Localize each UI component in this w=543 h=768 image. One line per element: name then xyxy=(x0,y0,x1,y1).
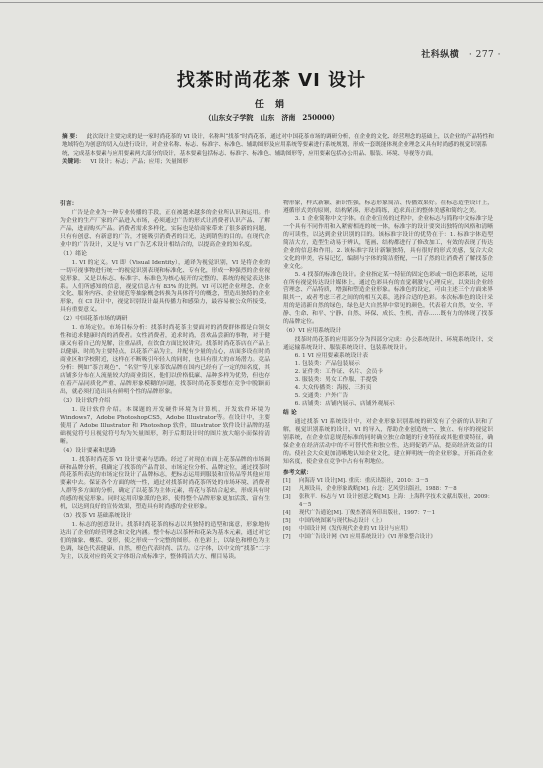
conclusion-heading: 结 论 xyxy=(283,409,297,416)
keywords-line xyxy=(62,158,494,166)
top-rule xyxy=(0,2,543,3)
list-item: 5. 交通类：户外广告 xyxy=(294,392,349,399)
list-item: 6. 店铺类：店铺内展示、店铺外观展示 xyxy=(294,400,395,407)
intro-paragraph: 广告是企业为一种专业传播的手段，正在被越来越多的企业所认识和运用。作为企业的生产厂家的产品进入市场，必须通过广告的形式让消费者认识产品、了解产品，进而购买产品。消费者需求多样化，实际也是给商家带来了很多新的问题，只有有创意、有新意的广告，才能吸引消费者的目光，达到销售的目的。在现代企业中的广告设计，又是与 VI 广告艺术设计相结合的，以提高企业的知名度。 xyxy=(60,209,270,248)
list-item: 3. 服装类：男女工作服、手提袋 xyxy=(294,376,378,383)
body-paragraph: 1. VI 的定义。VI 即（Visual Identity），通译为视觉识别，VI 是将企业的一切可视事物进行统一的视觉识别表现和标准化、专有化，形成一种强烈的企业视觉形象，又是以标志、标准字、标准色为核心展开的完整的、系统的视觉表达体系。人们所感知的信息，视觉信息占有 83% 的比例。VI 可以把企业理念、企业文化、服务内容、企业规范等抽象概念转换为具体符号的概念，塑造出独特的企业形象，在 CI 设计中，视觉识别设计最具传播力和感染力，最容易被公众所接受，具有重要意义。 xyxy=(60,259,270,314)
intro-heading: 引言： xyxy=(60,201,78,207)
list-item: 2. 证件类：工作证、名片、会员卡 xyxy=(294,369,384,376)
body-paragraph: 3. 1 企业简称中文字体。在企业宣传的过程中，企业标志与简称中文标准字是一个具有不同作用和入紧密相连的统一体，标准字的设计要突出独特的风格和清晰的可读性，以达到企业识别的目的。该标准字设计的优势在于：1. 标准字体造型简洁大方，造型生动易于辨认，笔画、结构都进行了修改加工，有效的表现了传达企业的信息和作用。2. 该标准字设计新颖独特，具有很好的形式美感，复合大众文化的审美，容易记忆，编制与字体的简洁搭配，一目了然的让消费者了解找茶企业文化。 xyxy=(283,215,493,270)
section-heading: （1）绪论 xyxy=(60,250,87,257)
abstract-block xyxy=(62,133,494,166)
body-paragraph: 5. 4 找茶的标准色设计。企业指定某一特征的固定色彩或一组色彩系统，运用在所有视觉传达设计媒体上，通过色彩具有的直觉刺激与心理反应，以突出企业经营理念、产品特质，增强和塑造企业形象。标准色的设定，可由主述三个方面来界限其一，或者考虑三者之间的的相互关系，选择合适的色彩。本次标准色的设计采用的是清新自然的绿色，绿色是大自然界中常见的颜色，代表着大自然，安全、平静、生命、和平、宁静、自然、环保、成长、生机、青春……既有力的体现了找茶的品牌定位。 xyxy=(283,271,493,326)
body-paragraph: 1. 找茶时尚花茶 VI 设计要素与思路。经过了对现在市面上花茶品牌的市场调研和品牌分析，我确定了找茶的产品背景、市场定位分析、品牌定位，通过找茶时尚花茶所表达的市场定位设计了品牌标志，把标志运用到服装和宣传品等其他应用要素中去。保证各个方面的统一性，通过对找茶时尚花茶所处的市场环境、消费者人群等多方面的分析，确定了以花茶为主体元素，将花与茶结合起来，形成具有时尚感的视觉形象。同时运用印象派的色彩，使得整个品牌形象更加活泼、富有生机，以达到良好的宣传效果，塑造具有时尚感的企业形象。 xyxy=(60,456,270,511)
page-header xyxy=(421,47,507,60)
abstract-label: 摘 要： xyxy=(62,134,81,140)
reference-item: [4] 现代广告通论[M]. 丁俊杰著商务印出版社，1997：7－1 xyxy=(283,510,436,517)
body-paragraph: 找茶时尚花茶的应用部分分为四部分完成：办公系统设计、环境系统设计、交通运输系统设计、服装系统设计、包装系统设计。 xyxy=(283,337,493,352)
section-heading: （2）中国花茶市场的调研 xyxy=(60,316,128,323)
abstract-text: 此次设计主要完成的是一家时尚花茶的 VI 设计，名称叫“找茶”时尚花茶，通过对中国花茶市场的调研分析，在企业的文化、经营理念的基础上，以企业的产品特性和地域特色为创意的切入点进行设计，对企业名称、标志、标准字、标准色、辅助图形及应用系统等要素进行系统规划，形成一套既能体现企业理念又具有时尚感的视觉识别系统，完成基本要素与应用要素两大部分的设计，基本要素包括标志、标准字、标准色、辅助图形等，应用要素包括办公用品、服装、环境、导视等方面。 xyxy=(62,134,494,157)
right-column xyxy=(283,200,493,745)
section-name: 社科纵横 xyxy=(421,50,460,60)
abstract-paragraph xyxy=(62,133,494,158)
reference-item: [6] 中国设计网《发传现代企业的 VI 设计与应用》 xyxy=(283,526,411,533)
reference-item: [7] 中国广告设计网《VI 应用系统设计》《VI 形象整合设计》 xyxy=(283,534,436,541)
references-heading: 参考文献： xyxy=(283,470,312,477)
page-number: · 277 · xyxy=(468,50,501,60)
section-heading: （5）找茶 VI 基础系统设计 xyxy=(60,513,132,520)
list-title: 6. 1 VI 应用要素系统设计表 xyxy=(294,353,368,360)
body-paragraph: 1. 市场定位。市场目标分析：找茶时尚花茶主要面对的消费群体都是白领女性和追求健康时尚的消费者。女性消费者，追求时尚，喜欢品尝新的事物，对于健康又有着自己的见解，注重品质，在饮食方面比较讲究。找茶时尚花茶店在产品上以健康、时尚为主要特点，以花茶产品为主，并配有少量的点心，店面多设在时尚商业区和学校附近，这样在不断吸引年轻人的同时，也具有很大的市场潜力。竞品分析：例如“茶言观色”、“名堂”等几家茶饮品牌在国内已经有了一定的知名度，其店铺多分布在人流量较大的商业街区，他们以价格低廉、品种多样为优势，但也存在着产品同质化严重、品牌形象模糊的问题，找茶时尚花茶要想在竞争中脱颖而出，就必须打造出具有鲜明个性的品牌形象。 xyxy=(60,325,270,395)
author-affiliation: （山东女子学院 山东 济南 250000） xyxy=(204,113,339,122)
keywords-label: 关键词： xyxy=(62,158,85,165)
section-heading: （4）设计要素和思路 xyxy=(60,447,116,454)
author-name: 任 娟 xyxy=(254,100,289,110)
reference-item: [5] 中国传统图案与现代标志设计（上） xyxy=(283,518,386,525)
conclusion-paragraph: 通过找茶 VI 系统设计中，对企业形象识别系统的研发有了全新的认识和了解，视觉识别系统的设计，VI 的导入，帮助企业创造统一、独立、有序的视觉识别系统，在企业信息规范标准的同时确立独立命题的行业特征或其他重要特征，确保企业在经济活动中的不可替代性和独立性，达到促销产品，提高经济效益的目的。使社会大众更加清晰地认知企业文化，建立鲜明统一的企业形象，开拓商企业知名度，使企业在竞争中占有有利地位。 xyxy=(283,418,493,465)
keywords-text: VI 设计；标志；产品；应用；矢量图形 xyxy=(90,158,188,165)
article-title: 找茶时尚花茶 VI 设计 xyxy=(176,70,367,91)
body-paragraph: 物形象，样式新颖、新识性强，标志形象简洁、传播效果好。在标志造型设计上，遵循形式美的原则，结构紧凑、形态简练，追求真正的整体美感和简约之美。 xyxy=(283,200,493,214)
left-column xyxy=(60,200,270,745)
body-paragraph: 1. 标志的创意设计。找茶时尚花茶的标志以其独特的造型和寓意，形象地传达出了企业的经营理念和文化内涵。整个标志以茶杯和花朵为基本元素，通过对它们的抽象、概括、变形，使之形成一个完整的图形。在色彩上，以绿色和橙色为主色调，绿色代表健康、自然，橙色代表时尚、活力。②字体，以中文的“找茶”二字为主，以及对应的英文字体组合成标准字，整体简洁大方、醒目易读。 xyxy=(60,522,270,560)
section-heading: （6）VI 应用系统设计 xyxy=(283,328,342,335)
list-item: 4. 大众传播类：海报、三折页 xyxy=(294,384,372,391)
reference-item: [3] 张秋平．标志与 VI 设计创意之略[M]. 上海：上海科学技术文献出版社，2009：4－5 xyxy=(283,494,493,509)
section-heading: （3）设计软件介绍 xyxy=(60,397,111,404)
body-paragraph: 1. 设计软件介绍。本课题的开发硬件环境为计算机，开发软件环境为 Windows7，Adobe PhotoshopCS5，Adobe Illustrator等。在设计中，主要使用了 Adobe Illustrator 和 Photoshop 软件，Illustrator 软件设计品牌的基础视觉符号且视觉符号均为矢量图形，利于后期设计时的图片放大缩小而保持清晰。 xyxy=(60,406,270,445)
reference-item: [1] 向海涛 VI 设计[M]. 重庆：重庆出版社，2010：3－5 xyxy=(283,478,429,485)
list-item: 1. 包装类：产品包装展示 xyxy=(294,361,360,368)
reference-item: [2] 凡厥设具，企业形象战略[M]. 台北：艺风堂出版社，1988：7－8 xyxy=(283,486,457,493)
